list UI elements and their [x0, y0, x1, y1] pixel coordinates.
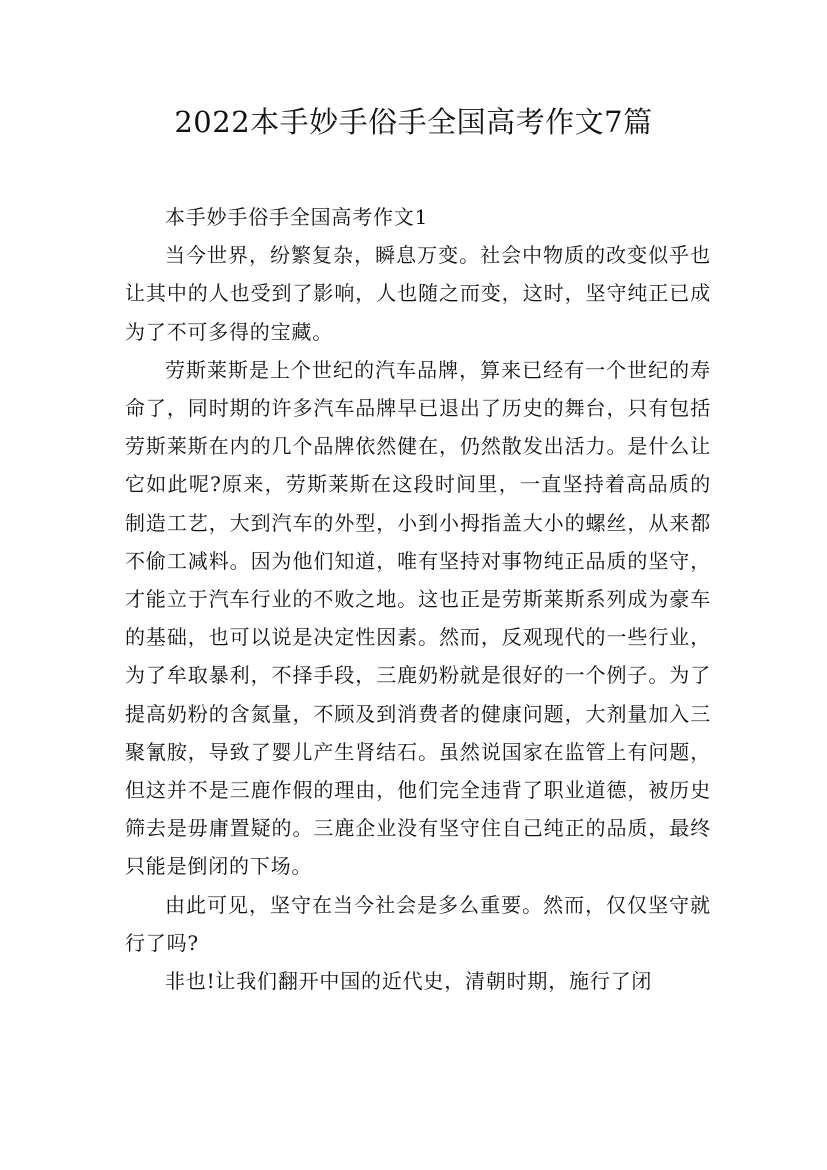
paragraph: 由此可见，坚守在当今社会是多么重要。然而，仅仅坚守就行了吗? — [125, 892, 711, 955]
paragraph: 劳斯莱斯是上个世纪的汽车品牌，算来已经有一个世纪的寿命了，同时期的许多汽车品牌早已退出了历史的舞台，只有包括劳斯莱斯在内的几个品牌依然健在，仍然散发出活力。是什么让它如此呢?原来，劳斯莱斯在这段时间里，一直坚持着高品质的制造工艺，大到汽车的外型，小到小拇指盖大小的螺丝，从来都不偷工减料。因为他们知道，唯有坚持对事物纯正品质的坚守，才能立于汽车行业的不败之地。这也正是劳斯莱斯系列成为豪车的基础，也可以说是决定性因素。然而，反观现代的一些行业，为了牟取暴利，不择手段，三鹿奶粉就是很好的一个例子。为了提高奶粉的含氮量，不顾及到消费者的健康问题，大剂量加入三聚氰胺，导致了婴儿产生肾结石。虽然说国家在监管上有问题，但这并不是三鹿作假的理由，他们完全违背了职业道德，被历史筛去是毋庸置疑的。三鹿企业没有坚守住自己纯正的品质，最终只能是倒闭的下场。 — [125, 357, 711, 879]
essay-subheading: 本手妙手俗手全国高考作文1 — [165, 205, 429, 229]
document-body — [125, 198, 711, 1000]
document-title: 2022本手妙手俗手全国高考作文7篇 — [174, 105, 653, 139]
paragraph: 非也!让我们翻开中国的近代史，清朝时期，施行了闭 — [165, 969, 653, 994]
paragraph: 当今世界，纷繁复杂，瞬息万变。社会中物质的改变似乎也让其中的人也受到了影响，人也随之而变，这时，坚守纯正已成为了不可多得的宝藏。 — [125, 243, 711, 344]
